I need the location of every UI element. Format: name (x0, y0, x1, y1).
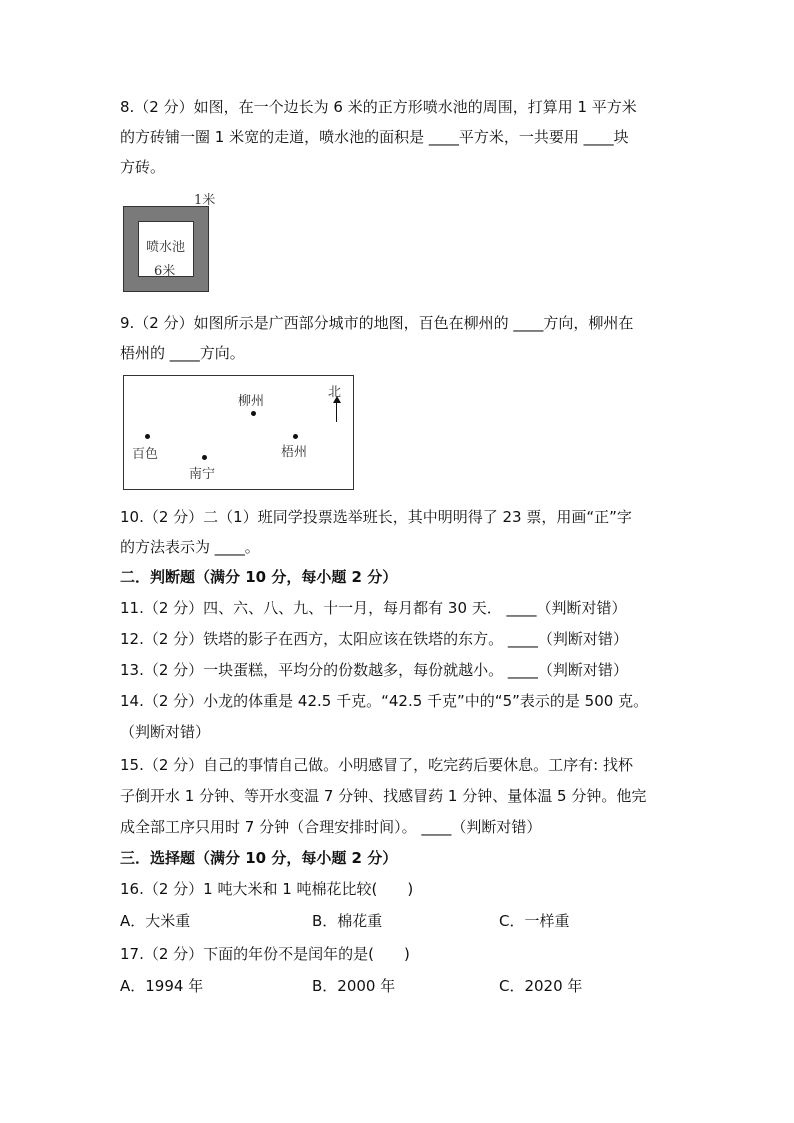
liuzhou-label: 柳州 (238, 394, 265, 409)
q13-line: 13.（2 分）一块蛋糕，平均分的份数越多，每份就越小。 ____（判断对错） (120, 661, 628, 679)
q15-line-1: 15.（2 分）自己的事情自己做。小明感冒了，吃完药后要休息。工序有: 找杯 (120, 756, 633, 774)
wuzhou-dot (293, 434, 298, 439)
baise-dot (145, 434, 150, 439)
pool-label: 喷水池 (146, 240, 186, 255)
section-2-heading: 二．判断题（满分 10 分，每小题 2 分） (120, 568, 398, 586)
q16-option-b: B．棉花重 (312, 912, 383, 930)
q8-line-2: 的方砖铺一圈 1 米宽的走道，喷水池的面积是 ____平方米，一共要用 ____块 (120, 128, 629, 146)
wuzhou-label: 梧州 (281, 445, 308, 460)
q8-line-3: 方砖。 (120, 158, 166, 176)
north-arrow-icon (336, 400, 337, 422)
q10-line-1: 10.（2 分）二（1）班同学投票选举班长，其中明明得了 23 票，用画“正”字 (120, 508, 632, 526)
pool-side-label: 6米 (154, 264, 176, 279)
liuzhou-dot (251, 411, 256, 416)
north-label: 北 (328, 385, 342, 400)
q16-stem: 16.（2 分）1 吨大米和 1 吨棉花比较( ) (120, 880, 414, 898)
q9-line-2: 梧州的 ____方向。 (120, 344, 245, 362)
q17-stem: 17.（2 分）下面的年份不是闰年的是( ) (120, 945, 410, 963)
q12-line: 12.（2 分）铁塔的影子在西方，太阳应该在铁塔的东方。 ____（判断对错） (120, 630, 628, 648)
section-3-heading: 三．选择题（满分 10 分，每小题 2 分） (120, 849, 398, 867)
north-arrow-head (333, 396, 341, 403)
q8-line-1: 8.（2 分）如图，在一个边长为 6 米的正方形喷水池的周围，打算用 1 平方米 (120, 98, 637, 116)
q15-line-2: 子倒开水 1 分钟、等开水变温 7 分钟、找感冒药 1 分钟、量体温 5 分钟。他完 (120, 787, 647, 805)
q9-line-1: 9.（2 分）如图所示是广西部分城市的地图，百色在柳州的 ____方向，柳州在 (120, 314, 634, 332)
nanning-dot (202, 455, 207, 460)
q17-option-a: A．1994 年 (120, 977, 204, 995)
walkway-width-label: 1米 (194, 193, 216, 208)
q16-option-c: C．一样重 (499, 912, 570, 930)
q14-line-2: （判断对错） (120, 723, 211, 741)
q17-option-b: B．2000 年 (312, 977, 396, 995)
q11-line: 11.（2 分）四、六、八、九、十一月，每月都有 30 天． ____（判断对错） (120, 599, 627, 617)
q16-option-a: A．大米重 (120, 912, 191, 930)
baise-label: 百色 (132, 447, 159, 462)
q10-line-2: 的方法表示为 ____。 (120, 538, 260, 556)
q15-line-3: 成全部工序只用时 7 分钟（合理安排时间）。 ____（判断对错） (120, 818, 542, 836)
q14-line-1: 14.（2 分）小龙的体重是 42.5 千克。“42.5 千克”中的“5”表示的是 500 克。 (120, 692, 649, 710)
nanning-label: 南宁 (189, 467, 216, 482)
q17-option-c: C．2020 年 (499, 977, 583, 995)
